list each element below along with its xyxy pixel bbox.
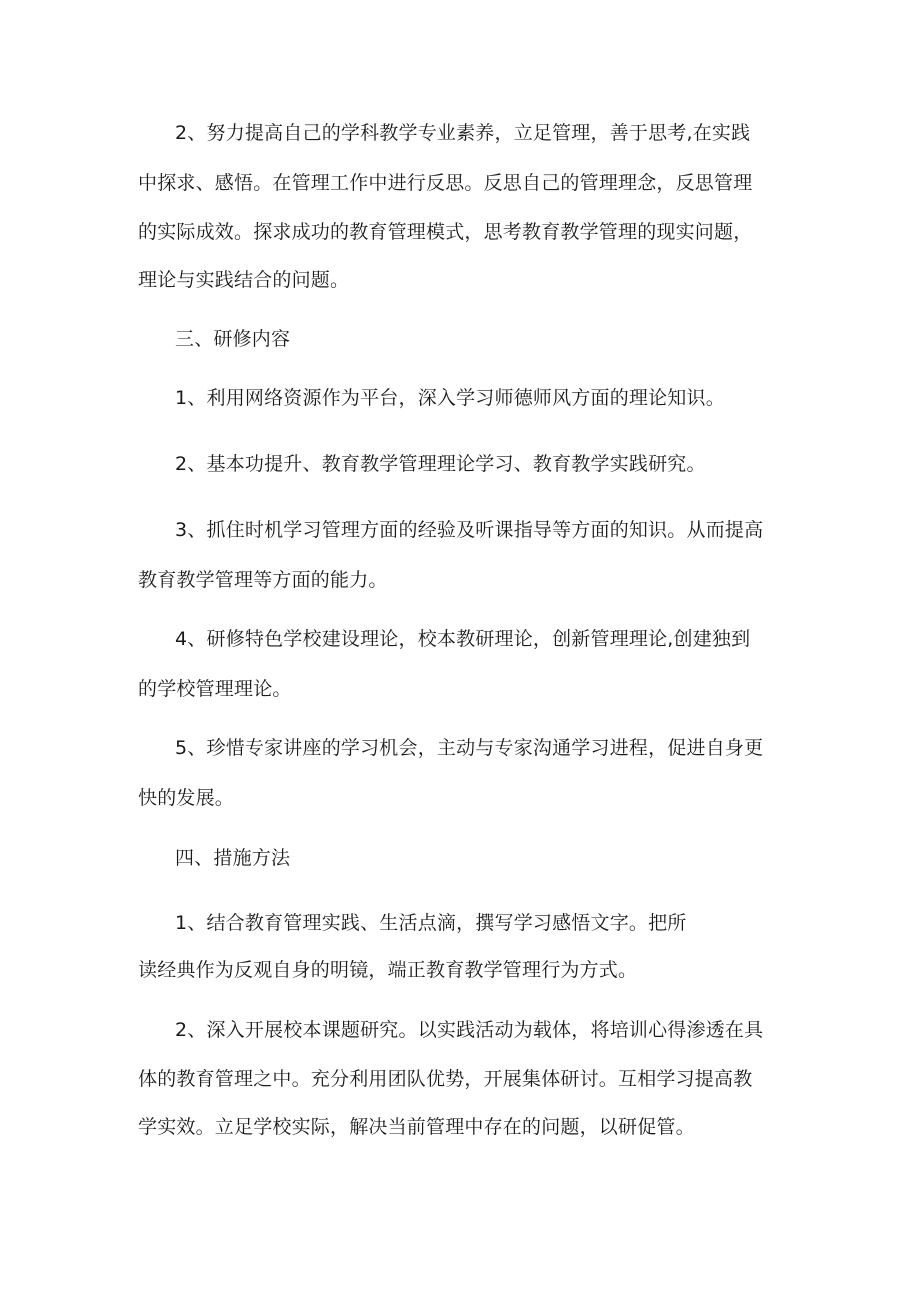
section-heading: 四、措施方法 bbox=[175, 847, 291, 869]
paragraph-line: 1、结合教育管理实践、生活点滴，撰写学习感悟文字。把所 bbox=[175, 912, 687, 934]
paragraph-line: 的学校管理理论。 bbox=[138, 678, 292, 700]
section-heading: 三、研修内容 bbox=[175, 328, 291, 350]
paragraph-line: 读经典作为反观自身的明镜，端正教育教学管理行为方式。 bbox=[138, 959, 638, 981]
paragraph-line: 2、努力提高自己的学科教学专业素养，立足管理，善于思考,在实践 bbox=[175, 122, 751, 144]
paragraph-line: 学实效。立足学校实际，解决当前管理中存在的问题，以研促管。 bbox=[138, 1116, 695, 1138]
paragraph-line: 中探求、感悟。在管理工作中进行反思。反思自己的管理理念，反思管理 bbox=[138, 172, 753, 194]
paragraph-line: 3、抓住时机学习管理方面的经验及听课指导等方面的知识。从而提高 bbox=[175, 519, 764, 541]
paragraph-line: 快的发展。 bbox=[138, 787, 235, 809]
paragraph-line: 2、基本功提升、教育教学管理理论学习、教育教学实践研究。 bbox=[175, 453, 706, 475]
paragraph-line: 体的教育管理之中。充分利用团队优势，开展集体研讨。互相学习提高教 bbox=[138, 1068, 753, 1090]
paragraph-line: 4、研修特色学校建设理论，校本教研理论，创新管理理论,创建独到 bbox=[175, 628, 751, 650]
paragraph-line: 理论与实践结合的问题。 bbox=[138, 269, 350, 291]
paragraph-line: 1、利用网络资源作为平台，深入学习师德师风方面的理论知识。 bbox=[175, 387, 725, 409]
paragraph-line: 教育教学管理等方面的能力。 bbox=[138, 569, 388, 591]
paragraph-line: 的实际成效。探求成功的教育管理模式，思考教育教学管理的现实问题， bbox=[138, 221, 753, 243]
paragraph-line: 5、珍惜专家讲座的学习机会，主动与专家沟通学习进程，促进自身更 bbox=[175, 737, 764, 759]
paragraph-line: 2、深入开展校本课题研究。以实践活动为载体，将培训心得渗透在具 bbox=[175, 1019, 764, 1041]
